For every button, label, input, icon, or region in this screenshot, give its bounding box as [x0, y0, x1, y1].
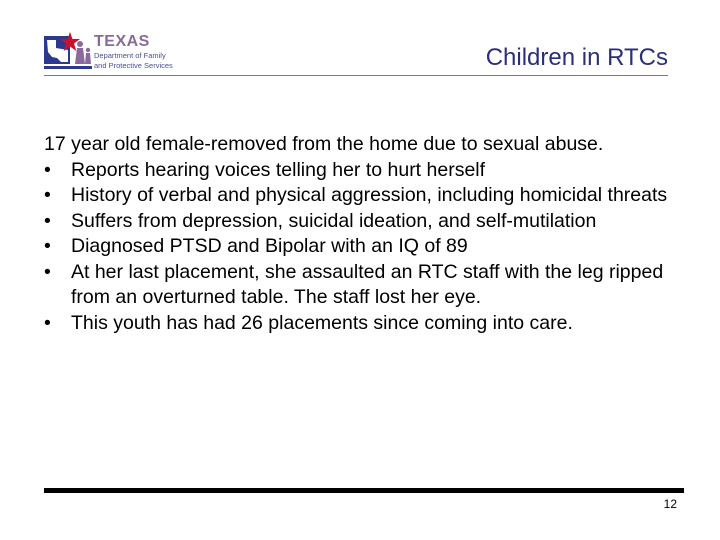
- bullet-item: [44, 158, 684, 184]
- bullet-item: [44, 234, 684, 260]
- bullet-text: Reports hearing voices telling her to hurt herself: [71, 158, 486, 181]
- footer-divider: [44, 488, 684, 493]
- slide-title: Children in RTCs: [485, 44, 668, 71]
- logo-text: [94, 34, 173, 69]
- bullet-text: At her last placement, she assaulted an RTC staff with the leg ripped from an overturned table. The staff lost her eye.: [71, 260, 664, 308]
- agency-logo: [44, 30, 194, 78]
- lead-text: 17 year old female-removed from the home due to sexual abuse.: [44, 133, 604, 155]
- logo-line-2: and Protective Services: [94, 60, 173, 70]
- bullet-icon: •: [44, 311, 51, 334]
- bullet-icon: •: [44, 235, 51, 257]
- bullet-item: [44, 260, 684, 311]
- title-divider: [44, 75, 668, 76]
- bullet-text: History of verbal and physical aggression, including homicidal threats: [71, 184, 668, 206]
- texas-star-logo-icon: [44, 30, 92, 76]
- bullet-text: This youth has had 26 placements since coming into care.: [71, 311, 573, 334]
- logo-line-1: Department of Family: [94, 51, 166, 60]
- bullet-list: [44, 158, 684, 337]
- bullet-icon: •: [44, 209, 51, 232]
- bullet-icon: •: [44, 260, 51, 283]
- bullet-icon: •: [44, 158, 51, 181]
- logo-texas: TEXAS: [94, 33, 150, 50]
- bullet-text: Suffers from depression, suicidal ideation, and self-mutilation: [71, 209, 597, 232]
- slide-body: [44, 132, 684, 336]
- bullet-item: [44, 311, 684, 337]
- page-number: 12: [663, 497, 677, 511]
- bullet-item: [44, 209, 684, 235]
- bullet-item: [44, 183, 684, 209]
- bullet-icon: •: [44, 184, 51, 206]
- bullet-text: Diagnosed PTSD and Bipolar with an IQ of 89: [71, 235, 468, 257]
